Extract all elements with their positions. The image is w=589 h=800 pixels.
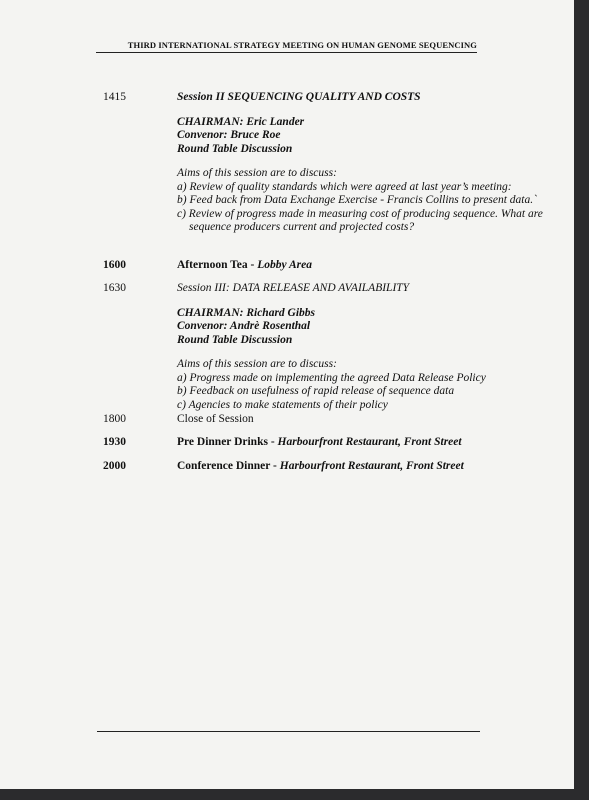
time-1630: 1630 [103, 282, 126, 294]
session-3-aim-b: b) Feedback on usefulness of rapid release of sequence data [177, 385, 455, 397]
dinner-item [177, 460, 497, 474]
time-1800: 1800 [103, 413, 126, 425]
session-3-aim-a: a) Progress made on implementing the agreed Data Release Policy [177, 371, 486, 384]
session-3-aim-c: c) Agencies to make statements of their policy [177, 398, 388, 411]
tea-label: Afternoon Tea - [177, 259, 258, 271]
drinks-item [177, 436, 497, 450]
session-2-aim-a: a) Review of quality standards which were agreed at last year’s meeting: [177, 180, 512, 193]
session-2-format: Round Table Discussion [177, 142, 293, 155]
session-3-title: Session III: DATA RELEASE AND AVAILABILITY [177, 282, 410, 294]
time-1415: 1415 [103, 91, 126, 103]
scan-background-bottom [0, 789, 589, 800]
session-3-block [177, 282, 497, 412]
session-2-aims-intro: Aims of this session are to discuss: [177, 167, 337, 179]
session-2-aim-b: b) Feed back from Data Exchange Exercise - Francis Collins to present data.` [177, 194, 537, 206]
close-of-session: Close of Session [177, 413, 254, 425]
session-3-aims-intro: Aims of this session are to discuss: [177, 358, 337, 370]
session-2-aim-c-cont: sequence producers current and projected costs? [189, 221, 415, 233]
tea-item [177, 259, 497, 273]
tea-location: Lobby Area [257, 259, 313, 271]
session-2-aim-c: c) Review of progress made in measuring cost of producing sequence. What are [177, 207, 543, 220]
time-2000: 2000 [103, 460, 126, 472]
session-2-convenor: Convenor: Bruce Roe [177, 129, 281, 141]
session-2-chairman: CHAIRMAN: Eric Lander [177, 115, 305, 128]
session-3-format: Round Table Discussion [177, 333, 293, 346]
time-1930: 1930 [103, 436, 126, 448]
running-header: THIRD INTERNATIONAL STRATEGY MEETING ON HUMAN GENOME SEQUENCING [96, 40, 477, 53]
footer-rule [97, 731, 480, 732]
scan-background-right [574, 0, 589, 800]
time-1600: 1600 [103, 259, 126, 271]
dinner-label: Conference Dinner - [177, 460, 280, 472]
dinner-location: Harbourfront Restaurant, Front Street [279, 460, 464, 472]
drinks-label: Pre Dinner Drinks - [177, 436, 278, 448]
session-2-block [177, 91, 543, 235]
session-3-convenor: Convenor: Andrè Rosenthal [177, 320, 311, 332]
session-2-title: Session II SEQUENCING QUALITY AND COSTS [177, 91, 421, 103]
drinks-location: Harbourfront Restaurant, Front Street [277, 436, 462, 448]
session-3-chairman: CHAIRMAN: Richard Gibbs [177, 306, 316, 319]
